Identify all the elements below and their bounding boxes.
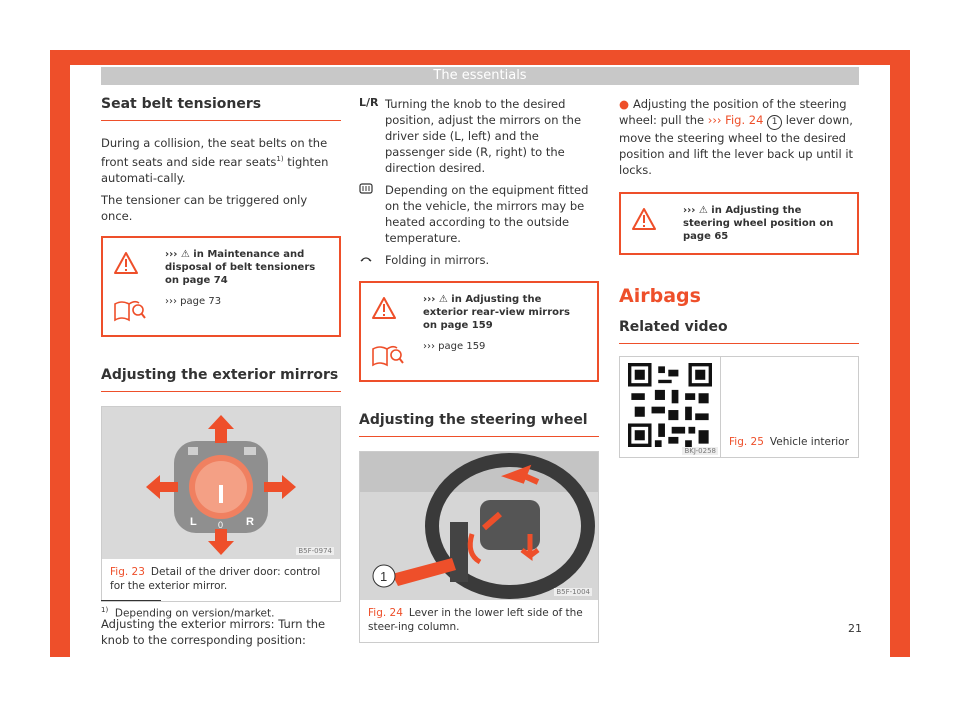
warning-link[interactable]: ››› ⚠ in Adjusting the steering wheel position on page 65 [683,205,834,242]
figure-link[interactable]: ››› Fig. 24 [707,113,764,127]
figure-code: B5F-0974 [298,546,332,555]
warning-row [113,248,329,287]
warning-triangle-icon [631,204,683,234]
warning-row [631,204,847,243]
figure-caption: Fig. 25 Vehicle interior [729,436,849,448]
knob-label-center: 0 [218,519,224,530]
list-item [359,96,599,176]
qr-code-icon [628,363,712,447]
heading-seat-belt-tensioners: Seat belt tensioners [101,96,341,121]
list-text: Turning the knob to the desired position, adjust the mirrors on the driver side (L, left) and the passenger side (R, right) to the direction desired. [385,97,582,175]
list-item [359,252,599,269]
tensioner-once-paragraph: The tensioner can be triggered only once. [101,192,308,223]
column-2 [359,96,599,643]
steering-wheel-illustration [360,452,598,600]
book-row [113,295,329,325]
page-link[interactable]: ››› page 73 [165,295,222,307]
figure-caption: Fig. 24 Lever in the lower left side of the steer-ing column. [368,607,583,633]
book-magnifier-icon [371,340,423,370]
mirror-knob-illustration [102,407,340,559]
page-number: 21 [848,622,862,635]
steering-wheel-image [360,452,598,600]
steering-adjust-paragraph: ● Adjusting the position of the steering wheel: pull the ››› Fig. 24 1 lever down, move the steering wheel to the desired position and lift the lever back up until it locks. [619,97,854,177]
footnote: $^{1)}$ Depending on version/market. [101,606,275,620]
mirror-adjust-paragraph: Adjusting the exterior mirrors: Turn the knob to the corresponding position: [101,616,326,647]
fold-mirror-icon [359,252,385,269]
bullet-icon: ● [619,97,630,111]
figure-caption: Fig. 23 Detail of the driver door: control for the exterior mirror. [110,565,321,592]
qr-code-image[interactable] [620,357,721,457]
chapter-header: The essentials [101,67,859,85]
mirror-control-image [102,407,340,559]
knob-label-right: R [246,515,254,528]
figure-code: BKJ-0258 [684,447,716,455]
figure-24 [359,451,599,643]
heading-related-video: Related video [619,319,859,344]
list-item [359,182,599,246]
footnote-divider [101,600,161,601]
list-text: Folding in mirrors. [385,253,490,267]
knob-label-left: L [190,515,197,528]
page-link[interactable]: ››› page 159 [423,341,486,352]
book-row [371,340,587,370]
heading-exterior-mirrors: Adjusting the exterior mirrors [101,367,341,392]
footnote-ref: 1) [276,155,284,163]
callout-number: 1 [767,115,782,130]
warning-link[interactable]: ››› ⚠ in Adjusting the exterior rear-view mirrors on page 159 [423,294,570,331]
heated-mirror-icon [359,182,385,199]
figure-23 [101,406,341,602]
heading-airbags: Airbags [619,285,701,307]
list-key: L/R [359,96,379,109]
book-magnifier-icon [113,295,165,325]
warning-triangle-icon [371,293,423,323]
column-3 [619,96,859,458]
warning-row [371,293,587,332]
warning-box [619,192,859,255]
figure-code: B5F-1004 [556,588,590,596]
warning-triangle-icon [113,248,165,278]
lever-label: 1 [380,569,388,584]
warning-box [359,281,599,382]
warning-box [101,236,341,337]
heading-steering-wheel: Adjusting the steering wheel [359,412,599,437]
warning-link[interactable]: ››› ⚠ in Maintenance and disposal of belt tensioners on page 74 [165,248,316,286]
list-text: Depending on the equipment fitted on the vehicle, the mirrors may be heated according to the outside temperature. [385,183,589,245]
figure-25 [619,356,859,458]
tensioner-paragraph: During a collision, the seat belts on the front seats and side rear seats$^{1)}$ tighten automati-cally. [101,136,329,185]
column-1 [101,96,341,654]
